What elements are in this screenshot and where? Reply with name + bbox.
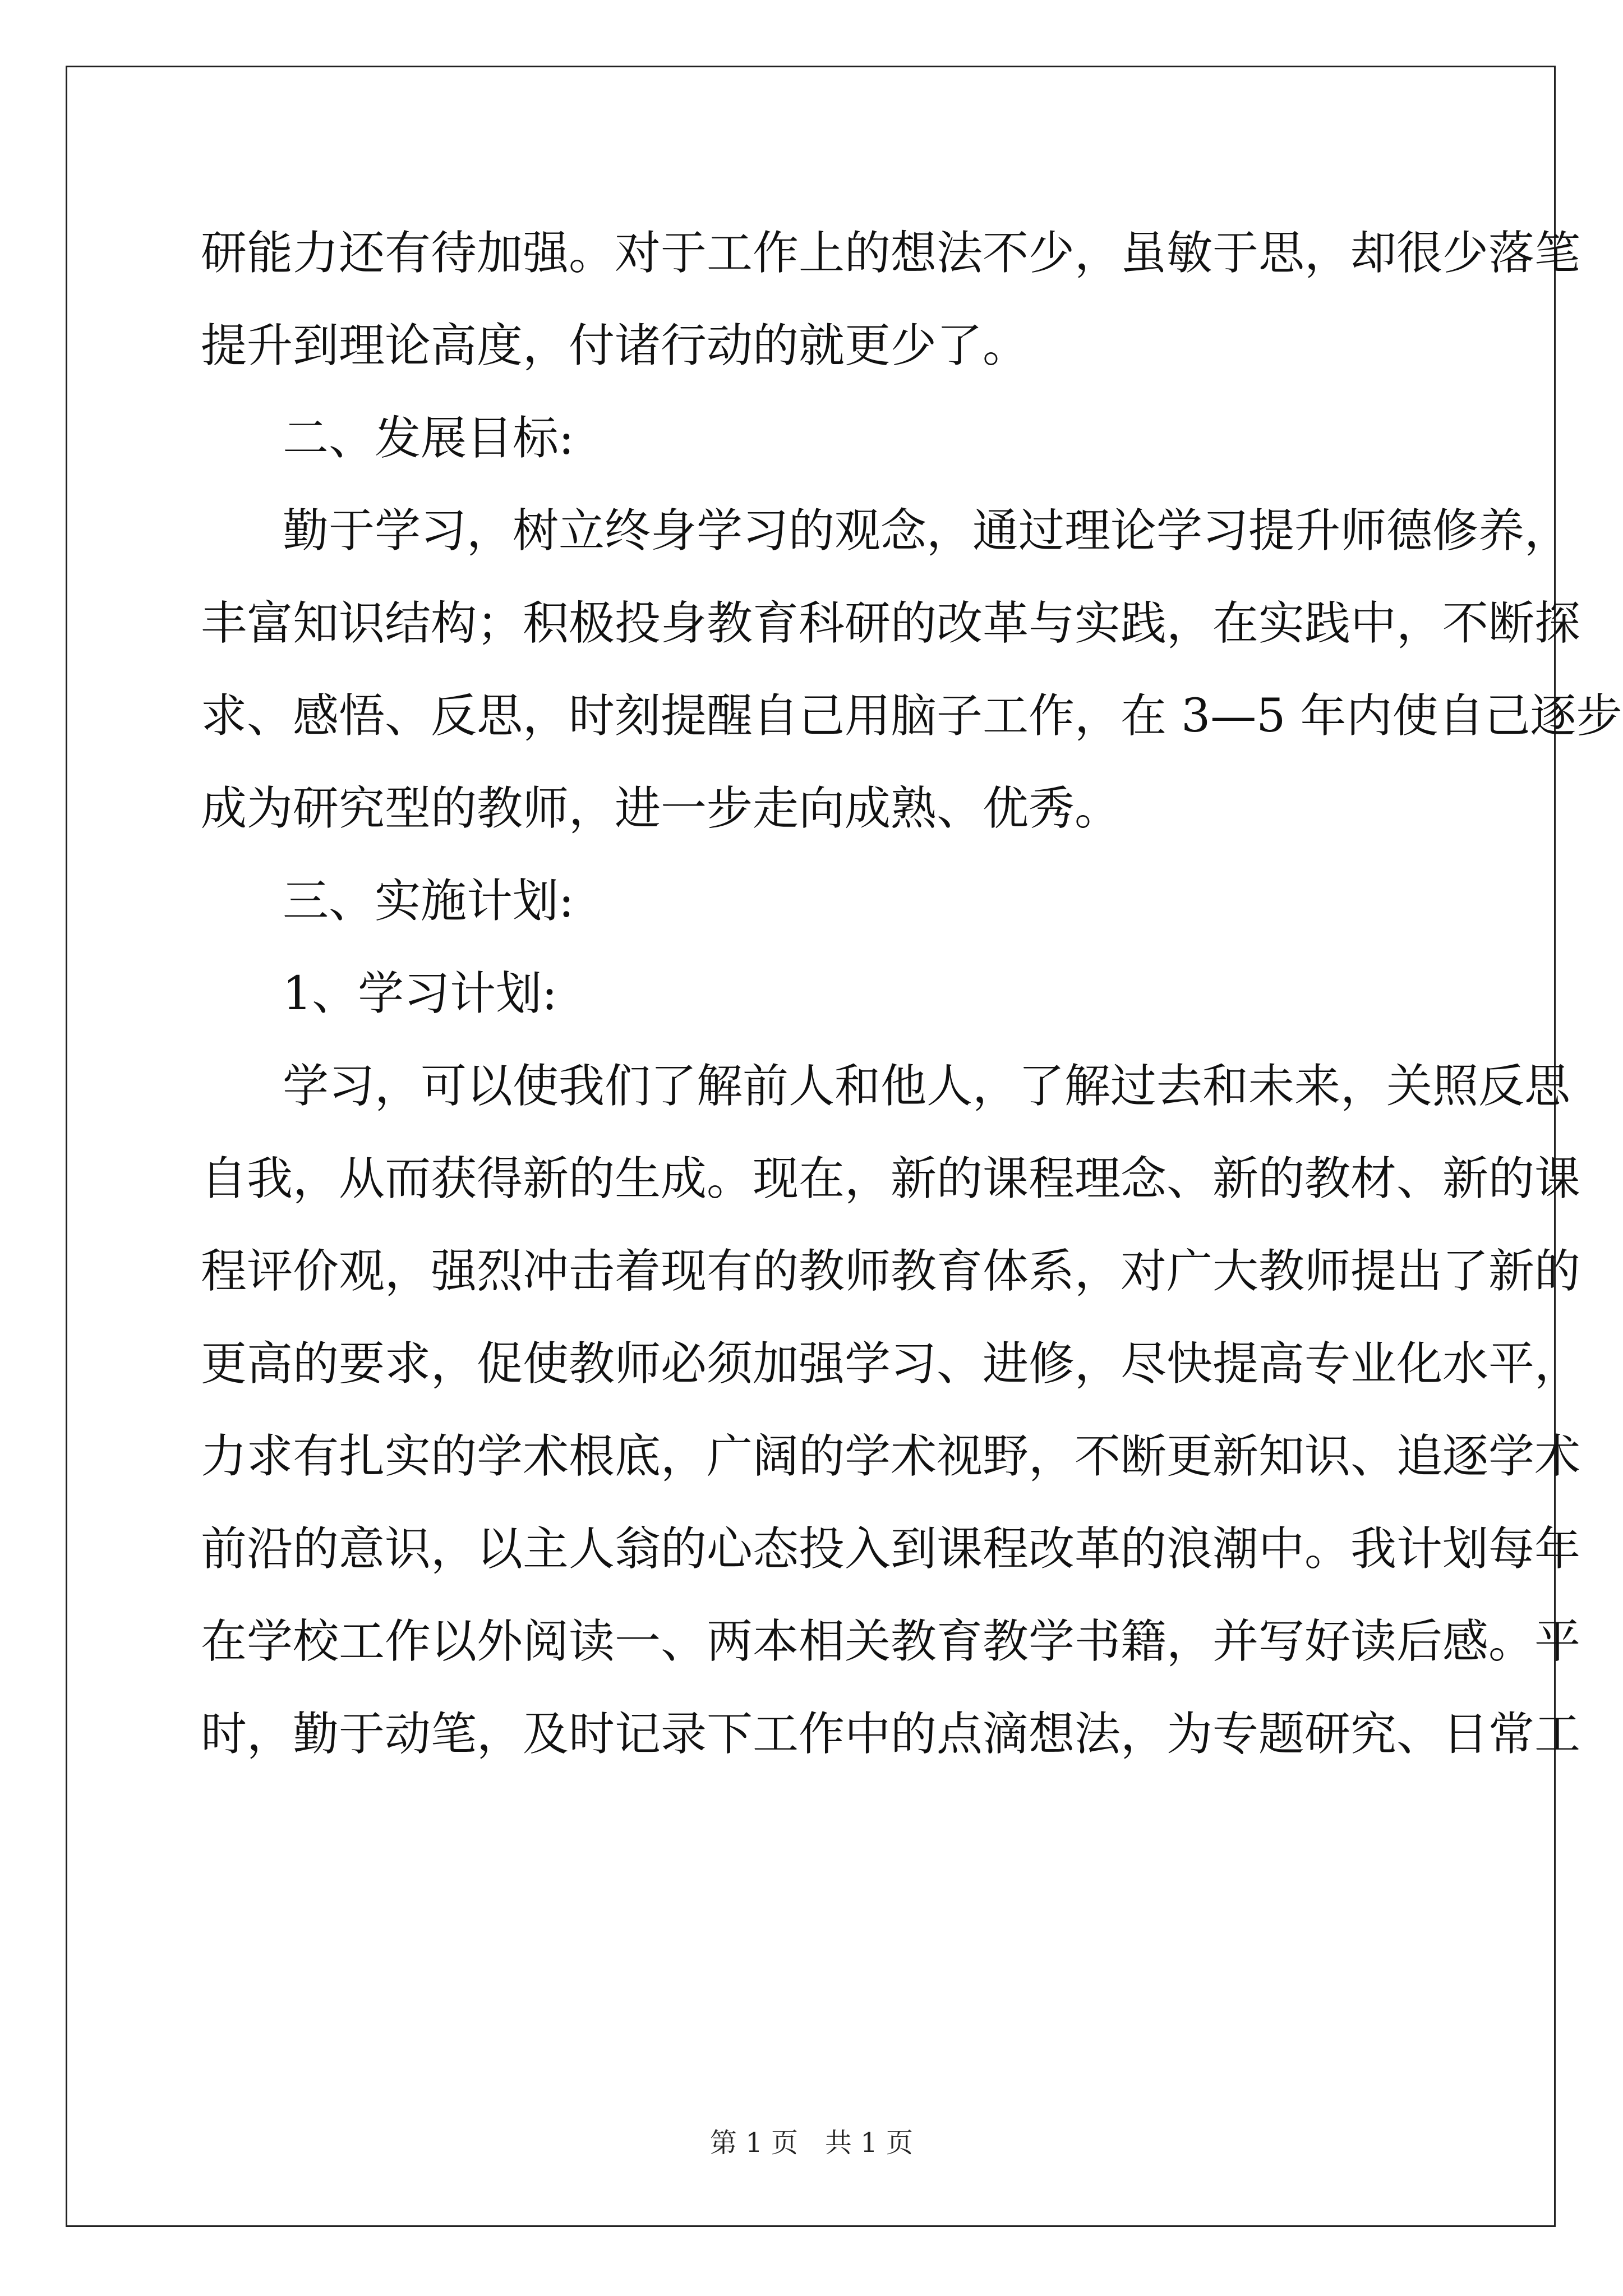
section-heading: 三、实施计划: [283, 875, 574, 928]
paragraph-line: 提升到理论高度，付诸行动的就更少了。 [201, 319, 1029, 372]
subsection-heading: 1、学习计划: [283, 967, 557, 1020]
paragraph-line: 在学校工作以外阅读一、两本相关教育教学书籍，并写好读后感。平 [201, 1615, 1581, 1668]
paragraph-line: 求、感悟、反思，时刻提醒自己用脑子工作，在 3—5 年内使自己逐步 [201, 689, 1622, 743]
paragraph-line: 自我，从而获得新的生成。现在，新的课程理念、新的教材、新的课 [201, 1152, 1581, 1205]
page-number-footer: 第 1 页 共 1 页 [709, 2127, 914, 2159]
paragraph-line: 学习，可以使我们了解前人和他人，了解过去和未来，关照反思 [283, 1060, 1571, 1113]
paragraph-line: 更高的要求，促使教师必须加强学习、进修，尽快提高专业化水平， [201, 1337, 1581, 1391]
paragraph-line: 力求有扎实的学术根底，广阔的学术视野，不断更新知识、追逐学术 [201, 1430, 1581, 1483]
paragraph-line: 研能力还有待加强。对于工作上的想法不少，虽敏于思，却很少落笔 [201, 227, 1581, 280]
paragraph-line: 时，勤于动笔，及时记录下工作中的点滴想法，为专题研究、日常工 [201, 1708, 1581, 1761]
paragraph-line: 勤于学习，树立终身学习的观念，通过理论学习提升师德修养， [283, 504, 1571, 558]
paragraph-line: 成为研究型的教师，进一步走向成熟、优秀。 [201, 782, 1121, 835]
document-body [201, 220, 1622, 1793]
paragraph-line: 程评价观，强烈冲击着现有的教师教育体系，对广大教师提出了新的 [201, 1245, 1581, 1298]
section-heading: 二、发展目标: [283, 412, 574, 465]
paragraph-line: 前沿的意识，以主人翁的心态投入到课程改革的浪潮中。我计划每年 [201, 1522, 1581, 1576]
paragraph-line: 丰富知识结构；积极投身教育科研的改革与实践，在实践中，不断探 [201, 597, 1581, 650]
